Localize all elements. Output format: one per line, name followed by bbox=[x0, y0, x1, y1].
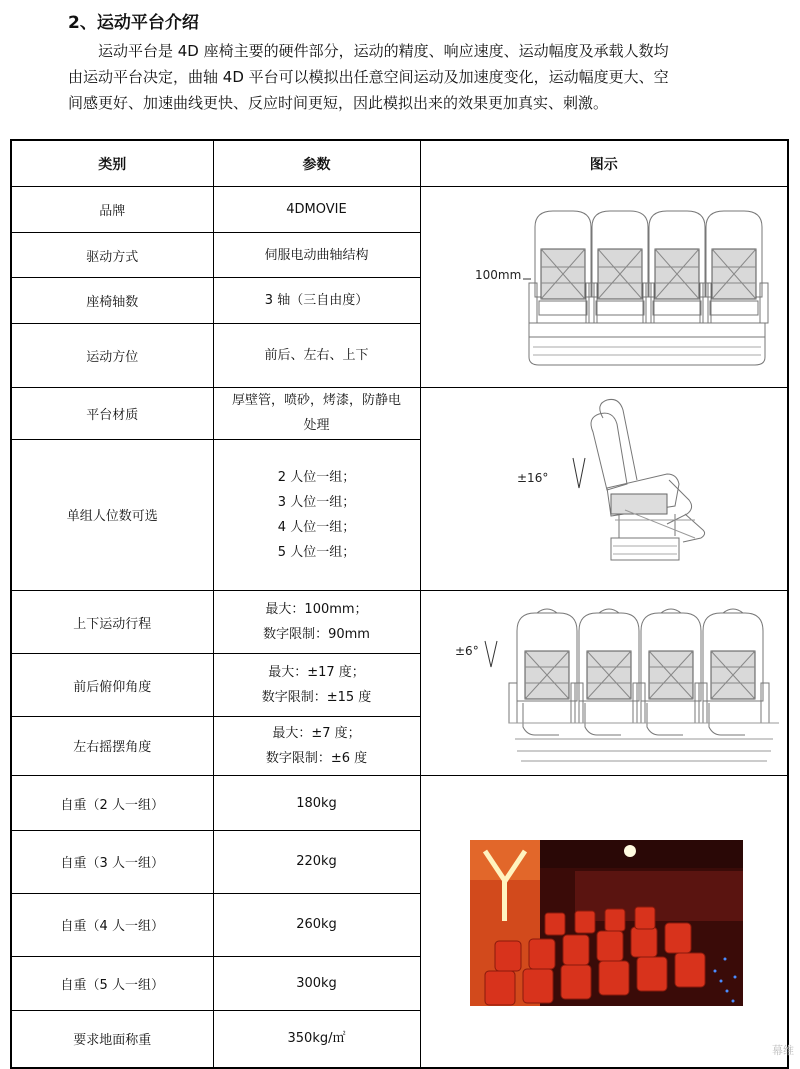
travel-label: 100mm bbox=[474, 268, 521, 282]
seat-row-front-illustration bbox=[425, 187, 791, 383]
intro-paragraph bbox=[68, 38, 738, 116]
value-cell: 2 人位一组； 3 人位一组； 4 人位一组； 5 人位一组； bbox=[213, 439, 420, 590]
category-cell: 自重（5 人一组） bbox=[11, 956, 213, 1011]
category-cell: 单组人位数可选 bbox=[11, 439, 213, 590]
header-category: 类别 bbox=[11, 140, 213, 187]
category-cell: 自重（2 人一组） bbox=[11, 776, 213, 831]
value-cell: 350kg/㎡ bbox=[213, 1011, 420, 1068]
category-cell: 自重（4 人一组） bbox=[11, 893, 213, 956]
header-illustration: 图示 bbox=[420, 140, 788, 187]
value-cell: 最大：±17 度； 数字限制：±15 度 bbox=[213, 654, 420, 716]
intro-line: 由运动平台决定，曲轴 4D 平台可以模拟出任意空间运动及加速度变化，运动幅度更大、空 bbox=[68, 68, 669, 86]
table-row bbox=[11, 831, 788, 894]
value-cell: 220kg bbox=[213, 831, 420, 894]
illustration-cell-4 bbox=[420, 831, 788, 1068]
seat-row-roll-illustration bbox=[425, 591, 791, 771]
watermark: 幕维 bbox=[772, 1044, 794, 1057]
value-cell: 前后、左右、上下 bbox=[213, 323, 420, 387]
category-cell: 座椅轴数 bbox=[11, 278, 213, 323]
empty-cell bbox=[420, 776, 788, 831]
header-parameter: 参数 bbox=[213, 140, 420, 187]
table-header-row bbox=[11, 140, 788, 187]
illustration-cell-2 bbox=[420, 388, 788, 591]
table-row bbox=[11, 388, 788, 440]
category-cell: 平台材质 bbox=[11, 388, 213, 440]
category-cell: 运动方位 bbox=[11, 323, 213, 387]
value-cell: 260kg bbox=[213, 893, 420, 956]
section-heading: 2、运动平台介绍 bbox=[68, 13, 199, 33]
value-cell: 最大：100mm； 数字限制：90mm bbox=[213, 591, 420, 654]
category-cell: 自重（3 人一组） bbox=[11, 831, 213, 894]
intro-line: 间感更好、加速曲线更快、反应时间更短，因此模拟出来的效果更加真实、刺激。 bbox=[68, 94, 609, 112]
table-row bbox=[11, 776, 788, 831]
category-cell: 前后俯仰角度 bbox=[11, 654, 213, 716]
category-cell: 左右摇摆角度 bbox=[11, 716, 213, 775]
value-cell: 厚壁管，喷砂，烤漆，防静电 处理 bbox=[213, 388, 420, 440]
seat-side-tilt-illustration bbox=[425, 388, 791, 586]
value-cell: 伺服电动曲轴结构 bbox=[213, 233, 420, 278]
category-cell: 要求地面称重 bbox=[11, 1011, 213, 1068]
illustration-cell-1 bbox=[420, 187, 788, 388]
table-row bbox=[11, 187, 788, 233]
category-cell: 品牌 bbox=[11, 187, 213, 233]
cinema-photo bbox=[425, 831, 791, 1063]
value-cell: 最大：±7 度； 数字限制：±6 度 bbox=[213, 716, 420, 775]
value-cell: 3 轴（三自由度） bbox=[213, 278, 420, 323]
pitch-label: ±16° bbox=[516, 471, 548, 485]
value-cell: 300kg bbox=[213, 956, 420, 1011]
category-cell: 驱动方式 bbox=[11, 233, 213, 278]
table-row bbox=[11, 591, 788, 654]
spec-table bbox=[10, 139, 789, 1069]
illustration-cell-3 bbox=[420, 591, 788, 776]
value-cell: 4DMOVIE bbox=[213, 187, 420, 233]
roll-label: ±6° bbox=[454, 644, 479, 658]
value-cell: 180kg bbox=[213, 776, 420, 831]
intro-line: 运动平台是 4D 座椅主要的硬件部分，运动的精度、响应速度、运动幅度及承载人数均 bbox=[98, 42, 669, 60]
category-cell: 上下运动行程 bbox=[11, 591, 213, 654]
